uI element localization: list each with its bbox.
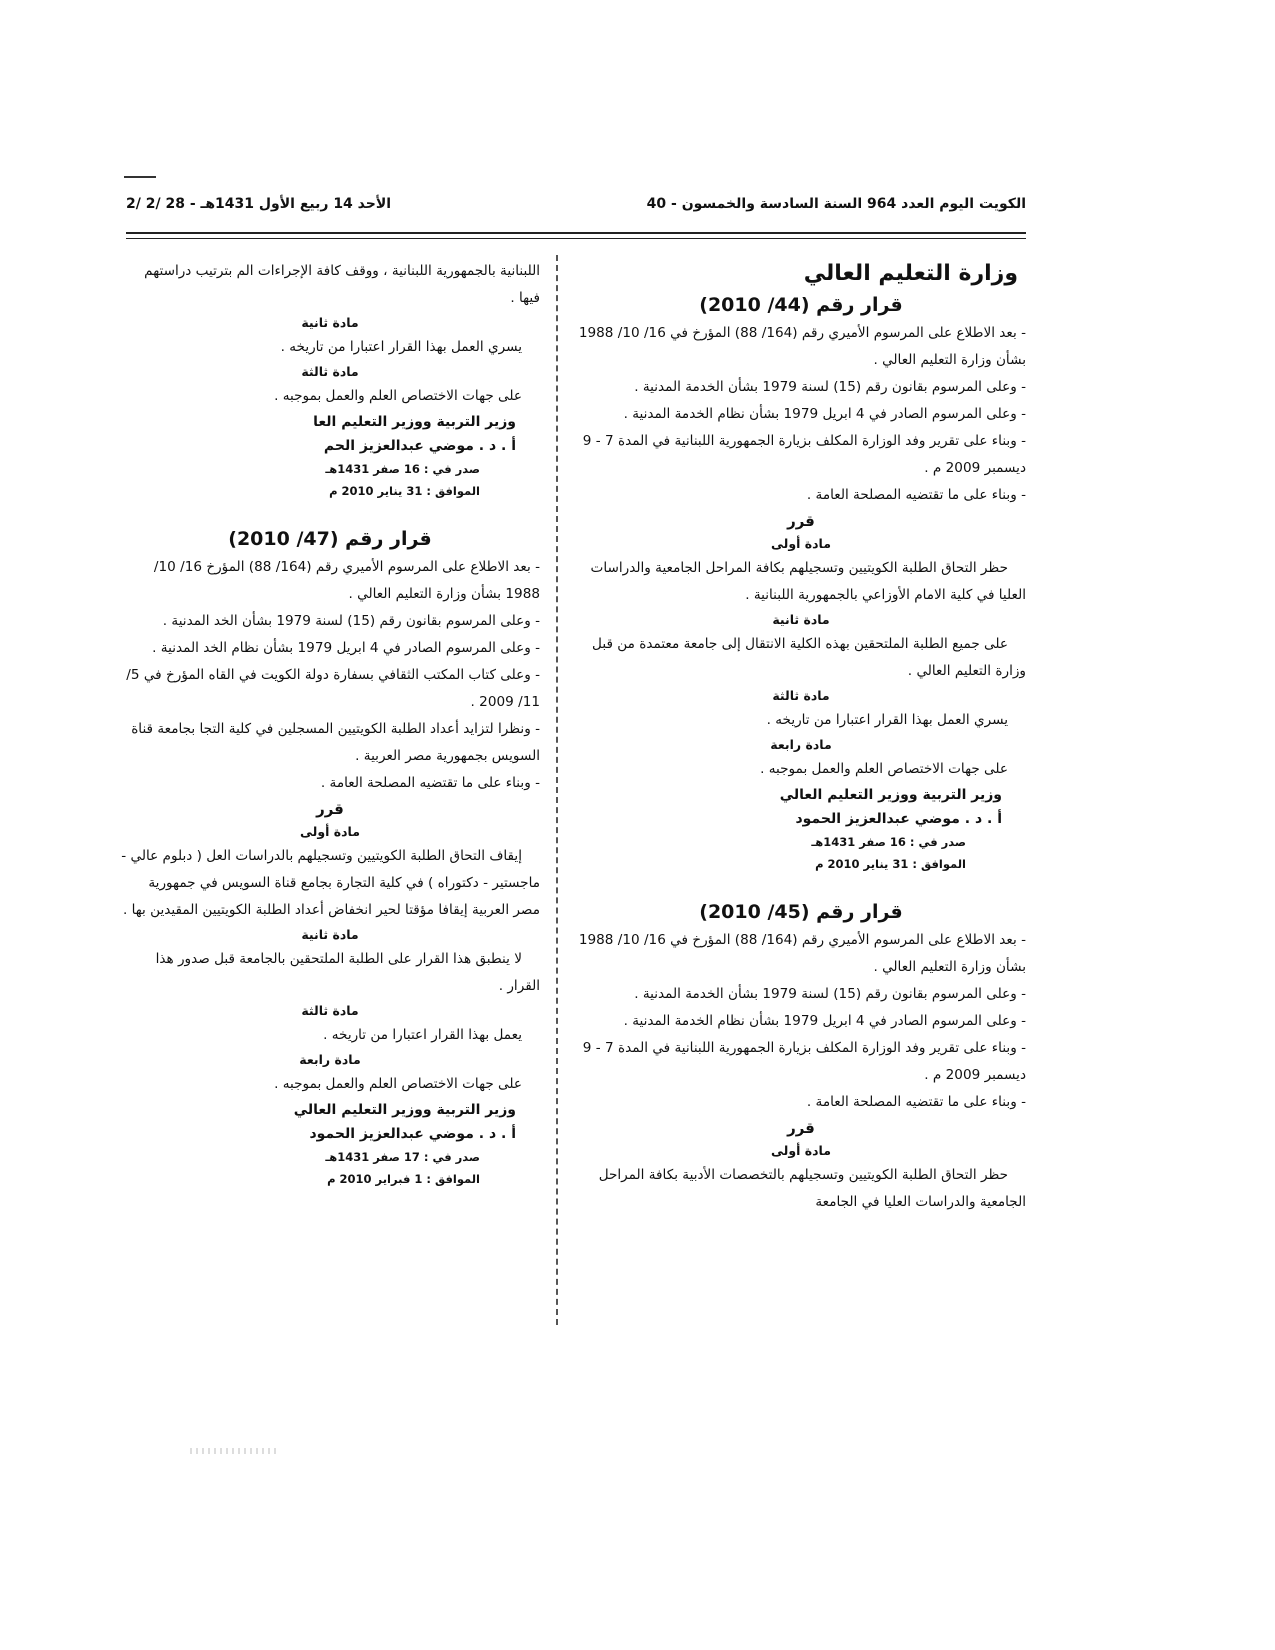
preamble-item: - وعلى كتاب المكتب الثقافي بسفارة دولة الكويت في القاه المؤرخ في 5/ 11/ 2009 . [126, 667, 540, 710]
right-column [576, 258, 1026, 1216]
article-text: يسري العمل بهذا القرار اعتبارا من تاريخه . [280, 339, 522, 355]
article-text: حظر التحاق الطلبة الكويتيين وتسجيلهم بالتخصصات الأدبية بكافة المراحل الجامعية والدراسات العليا في الجامعة [598, 1167, 1026, 1210]
issued-date: صدر في : 17 صفر 1431هـ [325, 1150, 480, 1164]
page-header [126, 196, 1026, 222]
issued-date: صدر في : 16 صفر 1431هـ [811, 835, 966, 849]
minister-title: وزير التربية ووزير التعليم العا [313, 414, 516, 430]
article-heading: مادة أولى [771, 536, 831, 551]
preamble-item: - وعلى المرسوم بقانون رقم (15) لسنة 1979 بشأن الخدمة المدنية . [634, 379, 1026, 395]
article-heading: مادة ثالثة [301, 364, 359, 379]
preamble-item: - وبناء على ما تقتضيه المصلحة العامة . [806, 487, 1026, 503]
article-text: على جميع الطلبة الملتحقين بهذه الكلية الانتقال إلى جامعة معتمدة من قبل وزارة التعليم العالي . [592, 636, 1026, 679]
corresponding-date: الموافق : 31 يناير 2010 م [329, 484, 480, 498]
preamble-item: - بعد الاطلاع على المرسوم الأميري رقم (164/ 88) المؤرخ في 16/ 10/ 1988 بشأن وزارة التعليم العالي . [578, 932, 1026, 975]
article-heading: مادة أولى [771, 1143, 831, 1158]
minister-name: أ . د . موضي عبدالعزيز الحمود [795, 811, 1002, 827]
decision-45-title: قرار رقم (45/ 2010) [699, 901, 903, 923]
minister-title: وزير التربية ووزير التعليم العالي [293, 1102, 516, 1118]
corresponding-date: الموافق : 1 فبراير 2010 م [327, 1172, 480, 1186]
preamble-item: - وعلى المرسوم بقانون رقم (15) لسنة 1979 بشأن الخد المدنية . [162, 613, 540, 629]
ministry-heading: وزارة التعليم العالي [803, 261, 1018, 286]
article-heading: مادة ثالثة [301, 1003, 359, 1018]
preamble-item: - وعلى المرسوم الصادر في 4 ابريل 1979 بشأن نظام الخدمة المدنية . [623, 406, 1026, 422]
article-heading: مادة ثانية [301, 315, 359, 330]
minister-name: أ . د . موضي عبدالعزيز الحم [323, 438, 516, 454]
minister-name: أ . د . موضي عبدالعزيز الحمود [309, 1126, 516, 1142]
left-column [120, 258, 540, 1190]
article-text: حظر التحاق الطلبة الكويتيين وتسجيلهم بكافة المراحل الجامعية والدراسات العليا في كلية الامام الأوزاعي بالجمهورية اللبنانية . [590, 560, 1026, 603]
preamble-item: - وبناء على ما تقتضيه المصلحة العامة . [320, 775, 540, 791]
preamble-item: - وبناء على تقرير وفد الوزارة المكلف بزيارة الجمهورية اللبنانية في المدة 7 - 9 ديسمبر 2009 م . [582, 433, 1026, 476]
article-heading: مادة ثانية [772, 612, 830, 627]
issued-date: صدر في : 16 صفر 1431هـ [325, 462, 480, 476]
preamble-item: - وعلى المرسوم بقانون رقم (15) لسنة 1979 بشأن الخدمة المدنية . [634, 986, 1026, 1002]
top-mark [124, 176, 156, 178]
decided-heading: قرر [316, 800, 344, 818]
preamble-item: - وعلى المرسوم الصادر في 4 ابريل 1979 بشأن نظام الخدمة المدنية . [623, 1013, 1026, 1029]
decision-47-title: قرار رقم (47/ 2010) [228, 528, 432, 550]
article-heading: مادة أولى [300, 824, 360, 839]
header-date: الأحد 14 ربيع الأول 1431هـ - 28 /2 /2 [126, 196, 392, 212]
article-heading: مادة رابعة [770, 737, 832, 752]
article-heading: مادة ثالثة [772, 688, 830, 703]
article-text: لا ينطبق هذا القرار على الطلبة الملتحقين بالجامعة قبل صدور هذا القرار . [155, 951, 540, 994]
decided-heading: قرر [787, 512, 815, 530]
minister-title: وزير التربية ووزير التعليم العالي [779, 787, 1002, 803]
article-heading: مادة ثانية [301, 927, 359, 942]
header-issue: الكويت اليوم العدد 964 السنة السادسة والخمسون - 40 [646, 196, 1026, 212]
preamble-item: - ونظرا لتزايد أعداد الطلبة الكويتيين المسجلين في كلية التجا بجامعة قناة السويس بجمهورية مصر العربية . [131, 721, 540, 764]
article-text: على جهات الاختصاص العلم والعمل بموجبه . [274, 388, 522, 404]
preamble-item: - وبناء على ما تقتضيه المصلحة العامة . [806, 1094, 1026, 1110]
article-text: إيقاف التحاق الطلبة الكويتيين وتسجيلهم بالدراسات العل ( دبلوم عالي - ماجستير - دكتوراه ) في كلية التجارة بجامع قناة السويس في جمهورية مصر العربية إيقافا مؤقتا لحير انخفاض أعداد الطلبة الكويتيين المقيدين بها . [121, 848, 540, 918]
article-text: على جهات الاختصاص العلم والعمل بموجبه . [760, 761, 1008, 777]
decided-heading: قرر [787, 1119, 815, 1137]
scan-speckle [190, 1448, 280, 1454]
preamble-item: - وبناء على تقرير وفد الوزارة المكلف بزيارة الجمهورية اللبنانية في المدة 7 - 9 ديسمبر 2009 م . [582, 1040, 1026, 1083]
preamble-item: - بعد الاطلاع على المرسوم الأميري رقم (164/ 88) المؤرخ 16/ 10/ 1988 بشأن وزارة التعليم العالي . [153, 559, 540, 602]
corresponding-date: الموافق : 31 يناير 2010 م [815, 857, 966, 871]
article-text: يسري العمل بهذا القرار اعتبارا من تاريخه . [766, 712, 1008, 728]
header-rule-thin [126, 238, 1026, 239]
article-text: على جهات الاختصاص العلم والعمل بموجبه . [274, 1076, 522, 1092]
header-rule [126, 232, 1026, 234]
continued-text: اللبنانية بالجمهورية اللبنانية ، ووقف كافة الإجراءات الم بترتيب دراستهم فيها . [144, 263, 540, 306]
preamble-item: - بعد الاطلاع على المرسوم الأميري رقم (164/ 88) المؤرخ في 16/ 10/ 1988 بشأن وزارة التعليم العالي . [578, 325, 1026, 368]
article-text: يعمل بهذا القرار اعتبارا من تاريخه . [323, 1027, 522, 1043]
column-divider [556, 255, 558, 1325]
article-heading: مادة رابعة [299, 1052, 361, 1067]
decision-44-title: قرار رقم (44/ 2010) [699, 294, 903, 316]
preamble-item: - وعلى المرسوم الصادر في 4 ابريل 1979 بشأن نظام الخد المدنية . [152, 640, 540, 656]
